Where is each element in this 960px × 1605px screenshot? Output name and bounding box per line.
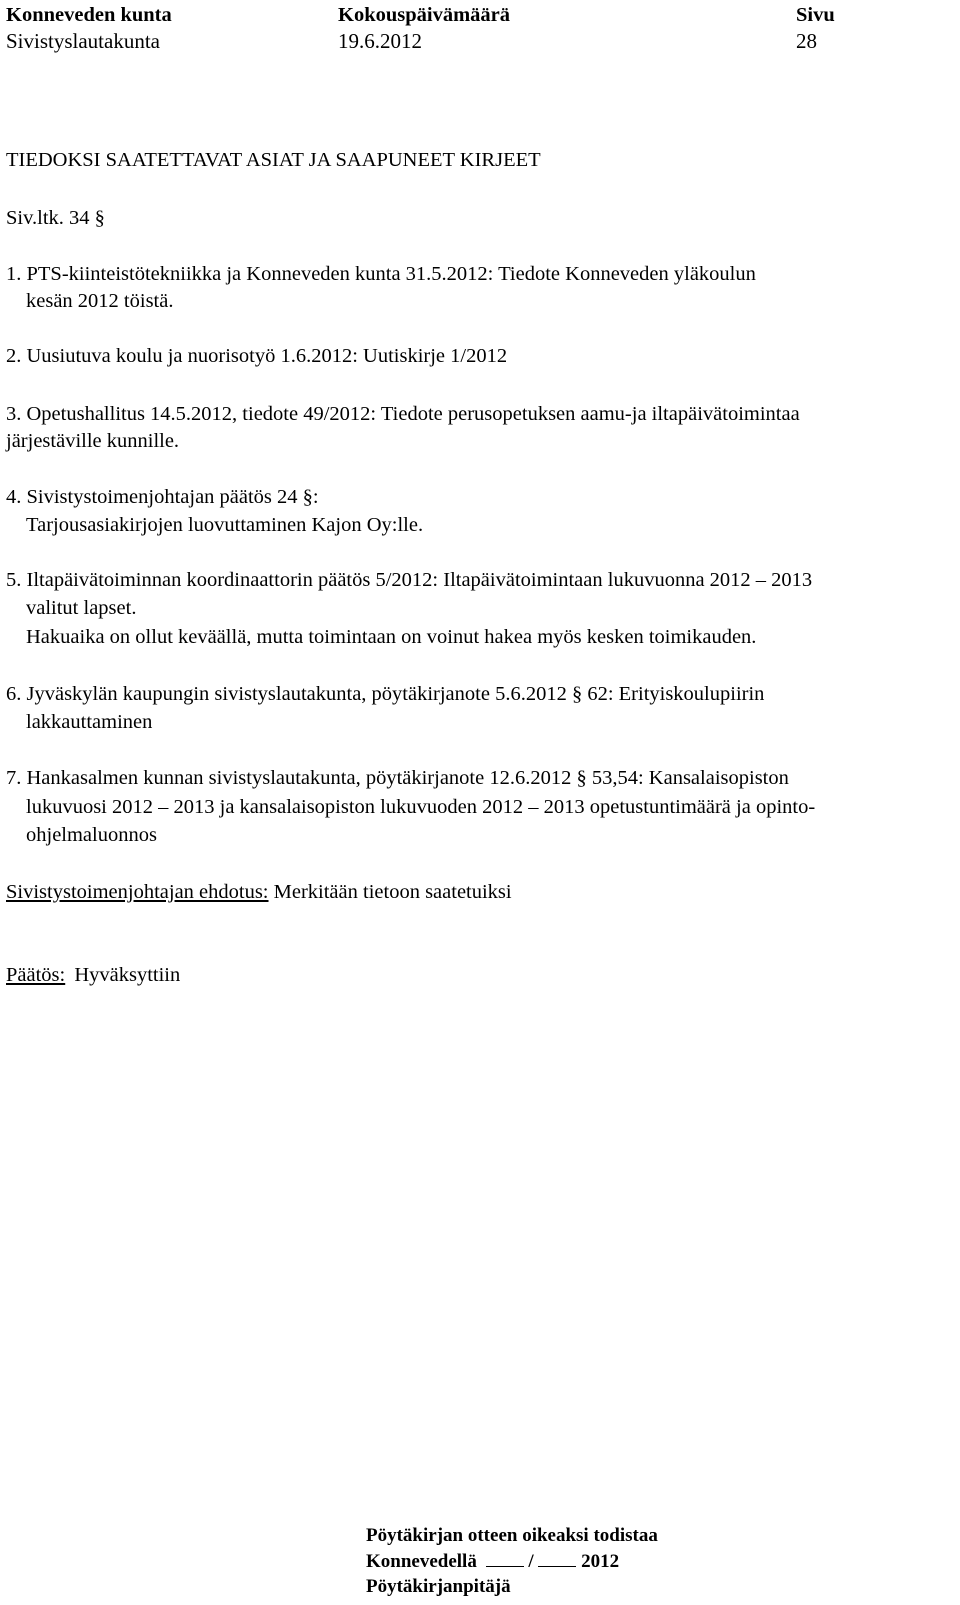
proposal-label: Sivistystoimenjohtajan ehdotus: <box>6 881 269 903</box>
header-committee: Sivistyslautakunta <box>6 29 160 53</box>
list-item-5-line-2: valitut lapset. <box>26 597 137 619</box>
list-item-1-line-1: 1. PTS-kiinteistötekniikka ja Konneveden kunta 31.5.2012: Tiedote Konneveden yläkoulun <box>6 263 756 285</box>
footer-place-date <box>366 1550 619 1575</box>
list-item-2-line-1: 2. Uusiutuva koulu ja nuorisotyö 1.6.2012: Uutiskirje 1/2012 <box>6 345 508 367</box>
list-item-3-line-1: 3. Opetushallitus 14.5.2012, tiedote 49/2012: Tiedote perusopetuksen aamu-ja iltapäivätoimintaa <box>6 403 800 425</box>
list-item-5-line-3: Hakuaika on ollut keväällä, mutta toimintaan on voinut hakea myös kesken toimikauden. <box>26 626 757 648</box>
list-item-7-line-3: ohjelmaluonnos <box>26 824 157 846</box>
proposal <box>6 879 512 906</box>
section-reference: Siv.ltk. 34 § <box>6 207 105 229</box>
decision-label: Päätös: <box>6 964 66 986</box>
header-date-label: Kokouspäivämäärä <box>338 4 510 26</box>
header-page-label: Sivu <box>796 4 835 26</box>
list-item-4-line-2: Tarjousasiakirjojen luovuttaminen Kajon Oy:lle. <box>26 514 424 536</box>
footer-month-blank <box>538 1550 576 1567</box>
header-org: Konneveden kunta <box>6 4 172 26</box>
footer-place: Konnevedellä <box>366 1551 477 1572</box>
list-item-4-line-1: 4. Sivistystoimenjohtajan päätös 24 §: <box>6 486 319 508</box>
list-item-6-line-1: 6. Jyväskylän kaupungin sivistyslautakunta, pöytäkirjanote 5.6.2012 § 62: Erityiskoulupiirin <box>6 683 765 705</box>
footer-day-blank <box>486 1550 524 1567</box>
footer-slash: / <box>528 1551 534 1572</box>
proposal-text: Merkitään tietoon saatetuiksi <box>273 881 512 903</box>
footer-secretary: Pöytäkirjanpitäjä <box>366 1576 511 1597</box>
list-item-7-line-1: 7. Hankasalmen kunnan sivistyslautakunta, pöytäkirjanote 12.6.2012 § 53,54: Kansalaisopiston <box>6 767 789 789</box>
list-item-6-line-2: lakkauttaminen <box>26 711 153 733</box>
header-page-number: 28 <box>796 29 817 53</box>
list-item-7-line-2: lukuvuosi 2012 – 2013 ja kansalaisopiston lukuvuoden 2012 – 2013 opetustuntimäärä ja opinto- <box>26 796 816 818</box>
document-title: TIEDOKSI SAATETTAVAT ASIAT JA SAAPUNEET KIRJEET <box>6 149 541 171</box>
footer-year: 2012 <box>581 1551 620 1572</box>
list-item-1-line-2: kesän 2012 töistä. <box>26 290 174 312</box>
decision <box>6 962 180 989</box>
list-item-5-line-1: 5. Iltapäivätoiminnan koordinaattorin päätös 5/2012: Iltapäivätoimintaan lukuvuonna 2012 – 2013 <box>6 569 813 591</box>
footer-certification: Pöytäkirjan otteen oikeaksi todistaa <box>366 1525 658 1546</box>
decision-text: Hyväksyttiin <box>74 964 181 986</box>
list-item-3-line-2: järjestäville kunnille. <box>6 430 180 452</box>
header-date: 19.6.2012 <box>338 29 422 53</box>
